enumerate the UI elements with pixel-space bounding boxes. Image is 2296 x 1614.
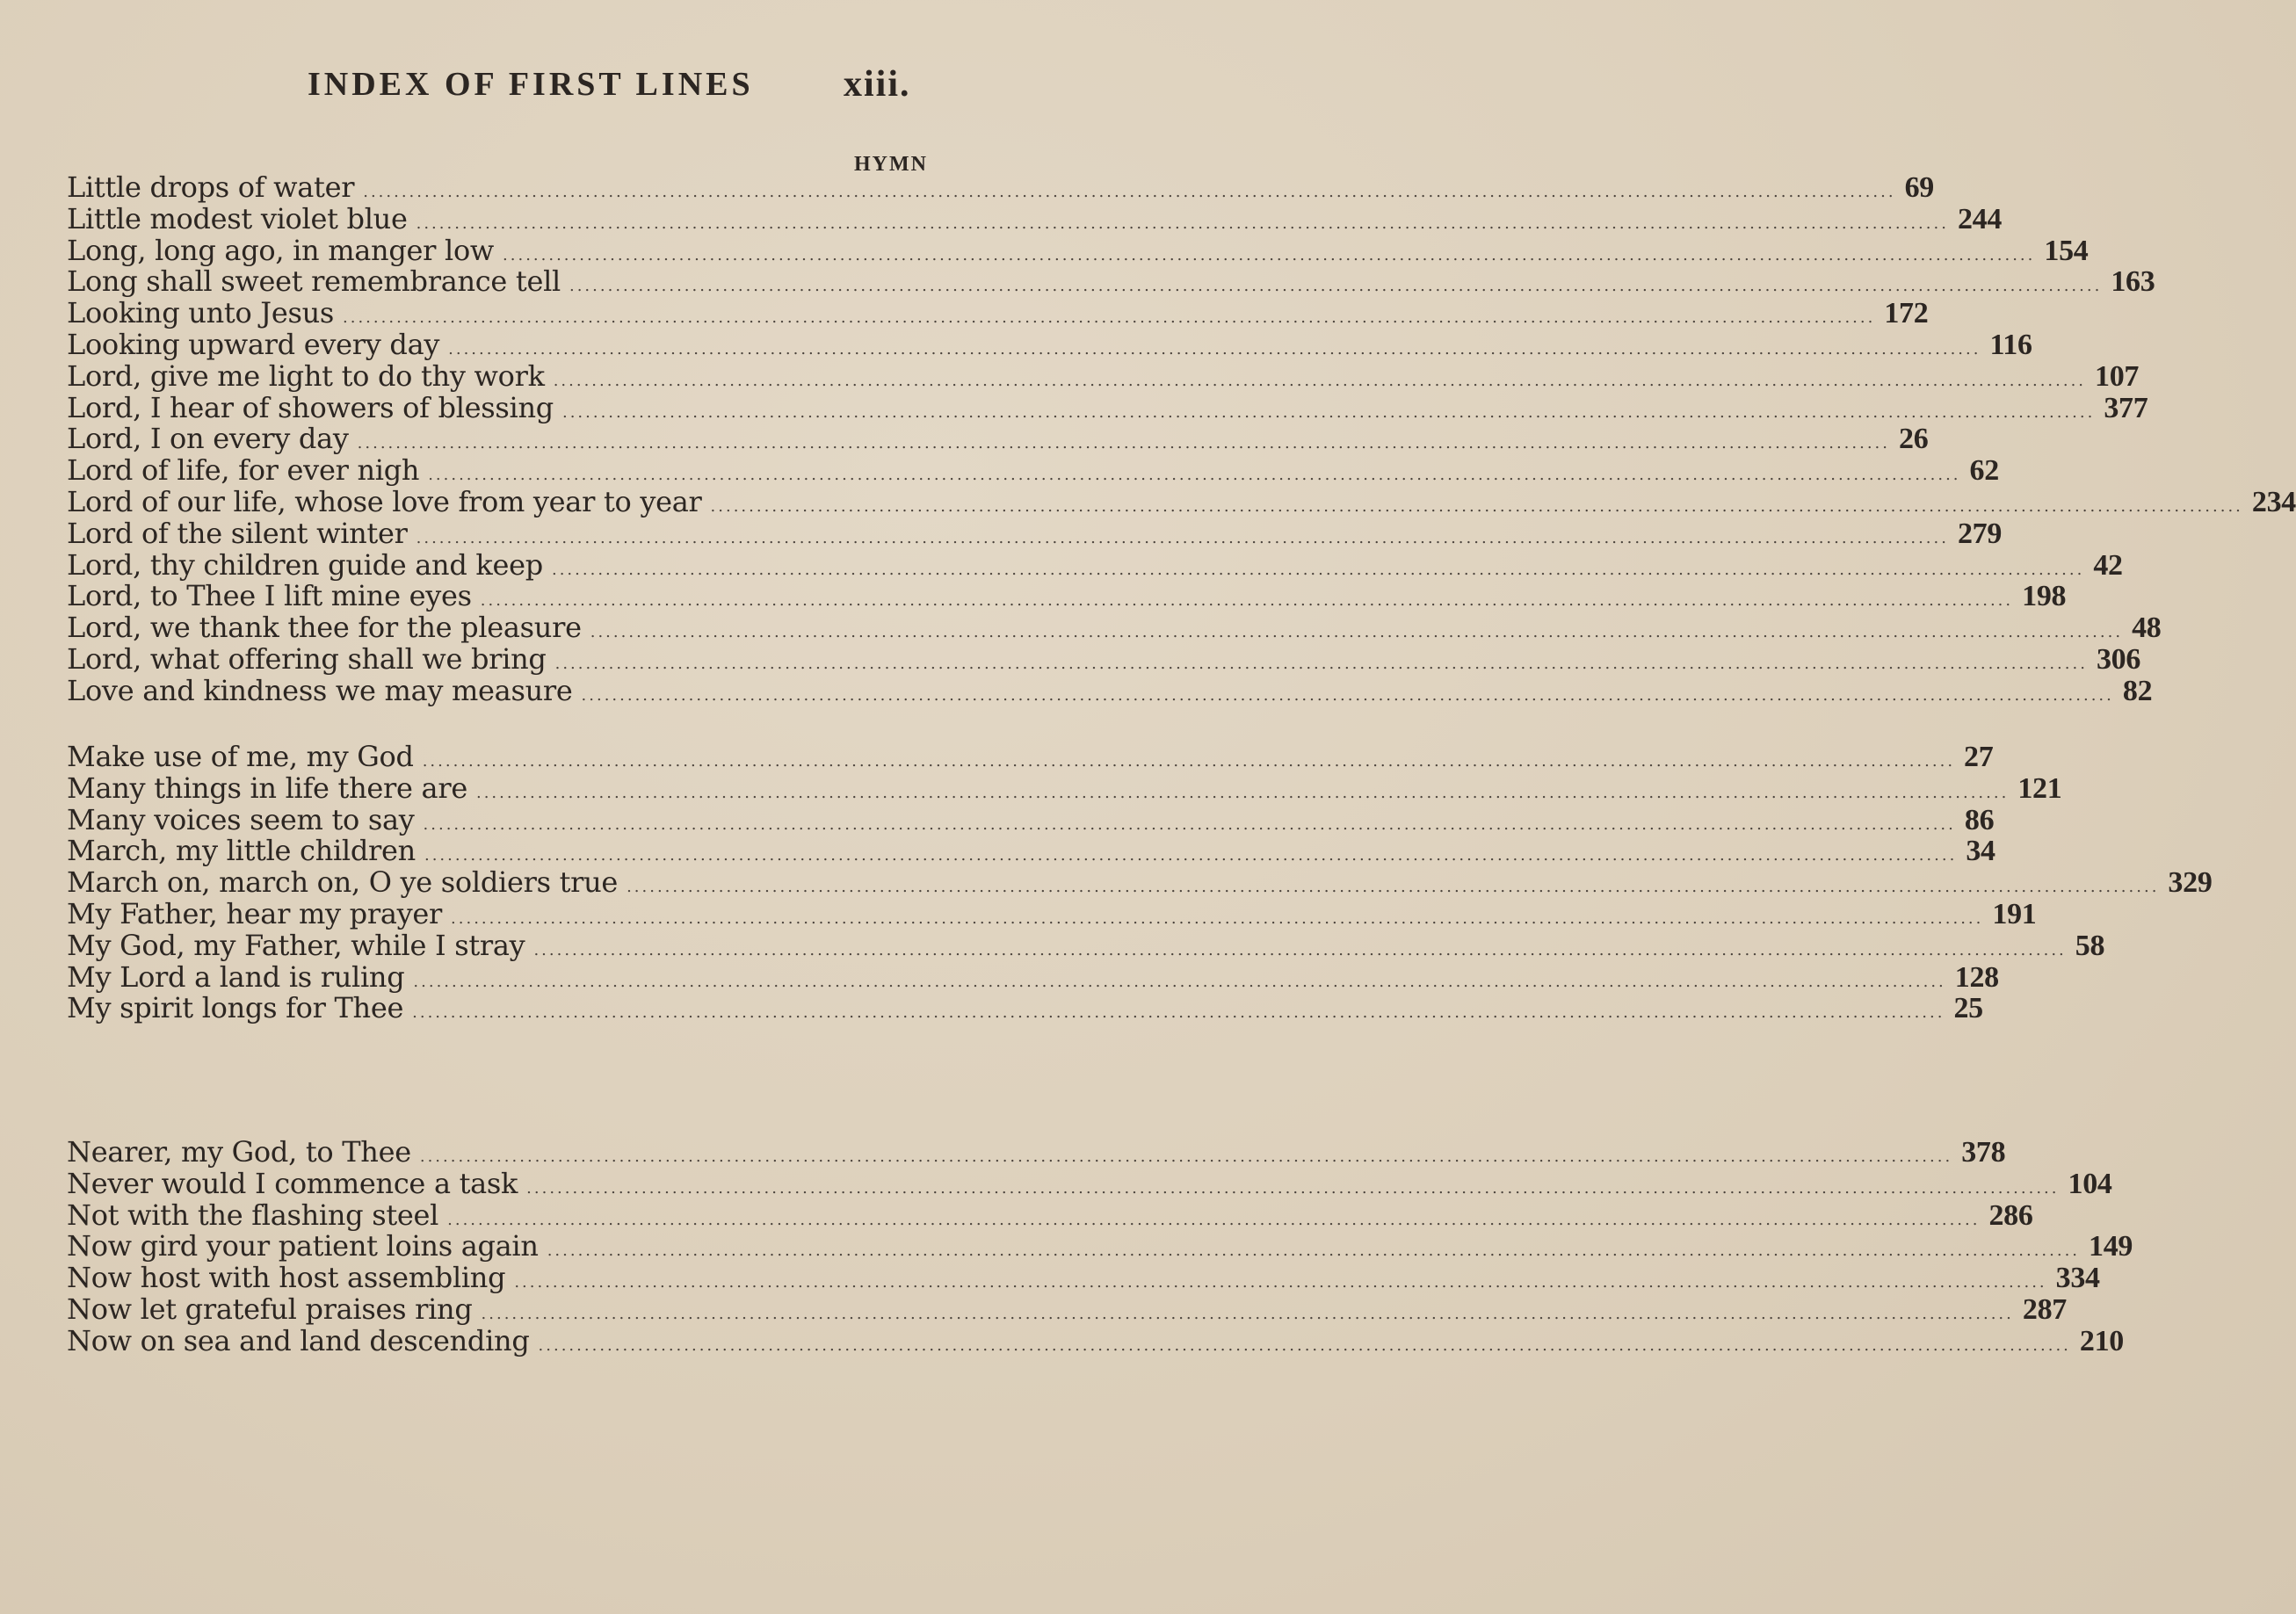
first-line-text: Now host with host assembling [67, 1261, 506, 1295]
first-line-text: My spirit longs for Thee [67, 991, 404, 1025]
index-entry [67, 991, 1983, 1025]
first-line-text: Love and kindness we may measure [67, 673, 573, 707]
dot-leader: ........................................................................................................................................................................................................ [547, 1241, 2081, 1261]
first-line-text: Looking unto Jesus [67, 296, 335, 330]
first-line-text: Lord, give me light to do thy work [67, 358, 545, 393]
first-line-text: Lord, thy children guide and keep [67, 547, 543, 582]
index-entry [67, 296, 1929, 330]
hymn-number: 191 [1992, 897, 2037, 930]
dot-leader: ........................................................................................................................................................................................................ [581, 685, 2114, 705]
hymn-number: 86 [1964, 803, 1995, 836]
first-line-text: Long shall sweet remembrance tell [67, 264, 561, 299]
hymn-number: 69 [1904, 171, 1934, 204]
hymn-number: 172 [1884, 297, 1929, 330]
hymn-number: 58 [2075, 929, 2105, 962]
dot-leader: ........................................................................................................................................................................................................ [451, 908, 1984, 928]
hymn-number: 198 [2022, 580, 2067, 613]
hymn-number: 306 [2096, 642, 2141, 676]
first-line-text: Now on sea and land descending [67, 1323, 530, 1357]
index-group-m [67, 740, 2213, 1025]
dot-leader: ........................................................................................................................................................................................................ [412, 1003, 1945, 1023]
hymn-number: 128 [1954, 960, 1999, 994]
index-entry [67, 484, 2296, 518]
hymn-number: 82 [2122, 674, 2153, 707]
first-line-text: Make use of me, my God [67, 740, 414, 773]
index-group-n [67, 1135, 2133, 1357]
dot-leader: ........................................................................................................................................................................................................ [419, 1147, 1953, 1166]
index-entry [67, 390, 2148, 424]
dot-leader: ........................................................................................................................................................................................................ [590, 623, 2124, 642]
hymn-number: 104 [2068, 1167, 2112, 1200]
index-entry [67, 327, 2032, 361]
first-line-text: Lord, I hear of showers of blessing [67, 390, 554, 424]
hymn-number: 149 [2089, 1230, 2133, 1263]
index-entry [67, 201, 2003, 235]
first-line-text: March on, march on, O ye soldiers true [67, 865, 619, 900]
first-line-text: Lord, to Thee I lift mine eyes [67, 579, 472, 613]
first-line-text: Now gird your patient loins again [67, 1229, 539, 1263]
hymn-number: 34 [1966, 835, 1995, 868]
index-entry [67, 1292, 2067, 1326]
index-entry [67, 170, 1934, 204]
hymn-number: 25 [1953, 992, 1983, 1025]
index-entry [67, 1323, 2124, 1357]
page-header [0, 65, 1136, 109]
index-entry [67, 264, 2155, 299]
dot-leader: ........................................................................................................................................................................................................ [480, 591, 2014, 611]
dot-leader: ........................................................................................................................................................................................................ [569, 277, 2103, 296]
index-entry [67, 1198, 2033, 1232]
first-line-text: Nearer, my God, to Thee [67, 1135, 411, 1169]
hymn-number: 234 [2251, 485, 2296, 518]
dot-leader: ........................................................................................................................................................................................................ [413, 972, 1946, 991]
page-title: INDEX OF FIRST LINES [308, 66, 754, 103]
hymn-column-label: HYMN [854, 153, 928, 176]
first-line-text: My Lord a land is ruling [67, 959, 405, 994]
index-entry [67, 771, 2062, 805]
hymn-number: 286 [1988, 1198, 2033, 1232]
dot-leader: ........................................................................................................................................................................................................ [710, 496, 2243, 516]
index-entry [67, 641, 2141, 676]
dot-leader: ........................................................................................................................................................................................................ [533, 940, 2067, 959]
dot-leader: ........................................................................................................................................................................................................ [428, 466, 1961, 485]
index-entry [67, 1135, 2006, 1169]
dot-leader: ........................................................................................................................................................................................................ [422, 752, 1956, 771]
dot-leader: ........................................................................................................................................................................................................ [363, 183, 1896, 201]
index-entry [67, 959, 1999, 994]
index-entry [67, 453, 1999, 488]
index-entry [67, 673, 2153, 707]
first-line-text: Lord, I on every day [67, 422, 349, 456]
index-entry [67, 928, 2105, 962]
first-line-text: Little drops of water [67, 170, 355, 204]
hymn-number: 210 [2079, 1324, 2124, 1357]
dot-leader: ........................................................................................................................................................................................................ [416, 214, 1949, 233]
hymn-number: 116 [1989, 328, 2032, 361]
dot-leader: ........................................................................................................................................................................................................ [514, 1273, 2047, 1292]
index-entry [67, 740, 1994, 773]
dot-leader: ........................................................................................................................................................................................................ [423, 814, 1956, 834]
first-line-text: Lord, we thank thee for the pleasure [67, 611, 582, 645]
index-entry [67, 233, 2089, 267]
dot-leader: ........................................................................................................................................................................................................ [551, 560, 2085, 579]
hymn-number: 329 [2168, 866, 2213, 900]
dot-leader: ........................................................................................................................................................................................................ [627, 878, 2160, 897]
dot-leader: ........................................................................................................................................................................................................ [447, 1210, 1981, 1229]
dot-leader: ........................................................................................................................................................................................................ [553, 371, 2087, 390]
hymn-number: 27 [1964, 741, 1994, 773]
hymn-number: 107 [2095, 359, 2140, 393]
first-line-text: Lord of our life, whose love from year to year [67, 484, 702, 518]
hymn-number: 26 [1899, 423, 1929, 456]
index-entry [67, 802, 1995, 836]
index-entry [67, 896, 2037, 930]
hymn-number: 62 [1969, 454, 1999, 488]
hymn-number: 279 [1957, 517, 2003, 550]
index-entry [67, 358, 2140, 393]
page-number: xiii. [844, 64, 911, 105]
dot-leader: ........................................................................................................................................................................................................ [554, 654, 2088, 673]
index-entry [67, 516, 2003, 550]
dot-leader: ........................................................................................................................................................................................................ [526, 1178, 2060, 1198]
first-line-text: Lord of life, for ever nigh [67, 453, 420, 488]
hymn-number: 244 [1957, 202, 2003, 235]
dot-leader: ........................................................................................................................................................................................................ [561, 402, 2096, 422]
index-entry [67, 1166, 2112, 1200]
first-line-text: My God, my Father, while I stray [67, 928, 525, 962]
dot-leader: ........................................................................................................................................................................................................ [424, 846, 1958, 865]
hymn-number: 121 [2017, 771, 2062, 805]
dot-leader: ........................................................................................................................................................................................................ [503, 245, 2036, 264]
first-line-text: Lord of the silent winter [67, 516, 408, 550]
index-entry [67, 611, 2162, 645]
index-entry [67, 865, 2213, 900]
dot-leader: ........................................................................................................................................................................................................ [448, 339, 1981, 358]
index-entry [67, 547, 2123, 582]
first-line-text: Long, long ago, in manger low [67, 233, 495, 267]
hymn-number: 287 [2022, 1292, 2067, 1326]
index-entry [67, 834, 1995, 868]
index-entry [67, 1229, 2133, 1263]
first-line-text: March, my little children [67, 834, 416, 868]
index-group-l [67, 170, 2296, 707]
first-line-text: My Father, hear my prayer [67, 896, 443, 930]
index-entry [67, 1261, 2100, 1295]
index-entry [67, 422, 1929, 456]
dot-leader: ........................................................................................................................................................................................................ [475, 783, 2010, 802]
hymn-number: 154 [2044, 234, 2089, 267]
dot-leader: ........................................................................................................................................................................................................ [357, 434, 1890, 453]
first-line-text: Looking upward every day [67, 327, 440, 361]
dot-leader: ........................................................................................................................................................................................................ [343, 308, 1876, 328]
index-entry [67, 579, 2067, 613]
hymn-number: 42 [2093, 548, 2123, 582]
first-line-text: Now let grateful praises ring [67, 1292, 473, 1326]
hymn-number: 48 [2132, 612, 2162, 645]
first-line-text: Many voices seem to say [67, 802, 415, 836]
dot-leader: ........................................................................................................................................................................................................ [416, 528, 1949, 547]
dot-leader: ........................................................................................................................................................................................................ [481, 1304, 2014, 1323]
hymn-number: 378 [1961, 1136, 2006, 1169]
first-line-text: Little modest violet blue [67, 201, 408, 235]
first-line-text: Never would I commence a task [67, 1166, 518, 1200]
hymn-number: 377 [2104, 391, 2148, 424]
first-line-text: Lord, what offering shall we bring [67, 641, 547, 676]
hymn-number: 334 [2055, 1262, 2100, 1295]
first-line-text: Many things in life there are [67, 771, 467, 805]
dot-leader: ........................................................................................................................................................................................................ [538, 1335, 2071, 1355]
hymn-number: 163 [2111, 265, 2155, 299]
first-line-text: Not with the flashing steel [67, 1198, 439, 1232]
